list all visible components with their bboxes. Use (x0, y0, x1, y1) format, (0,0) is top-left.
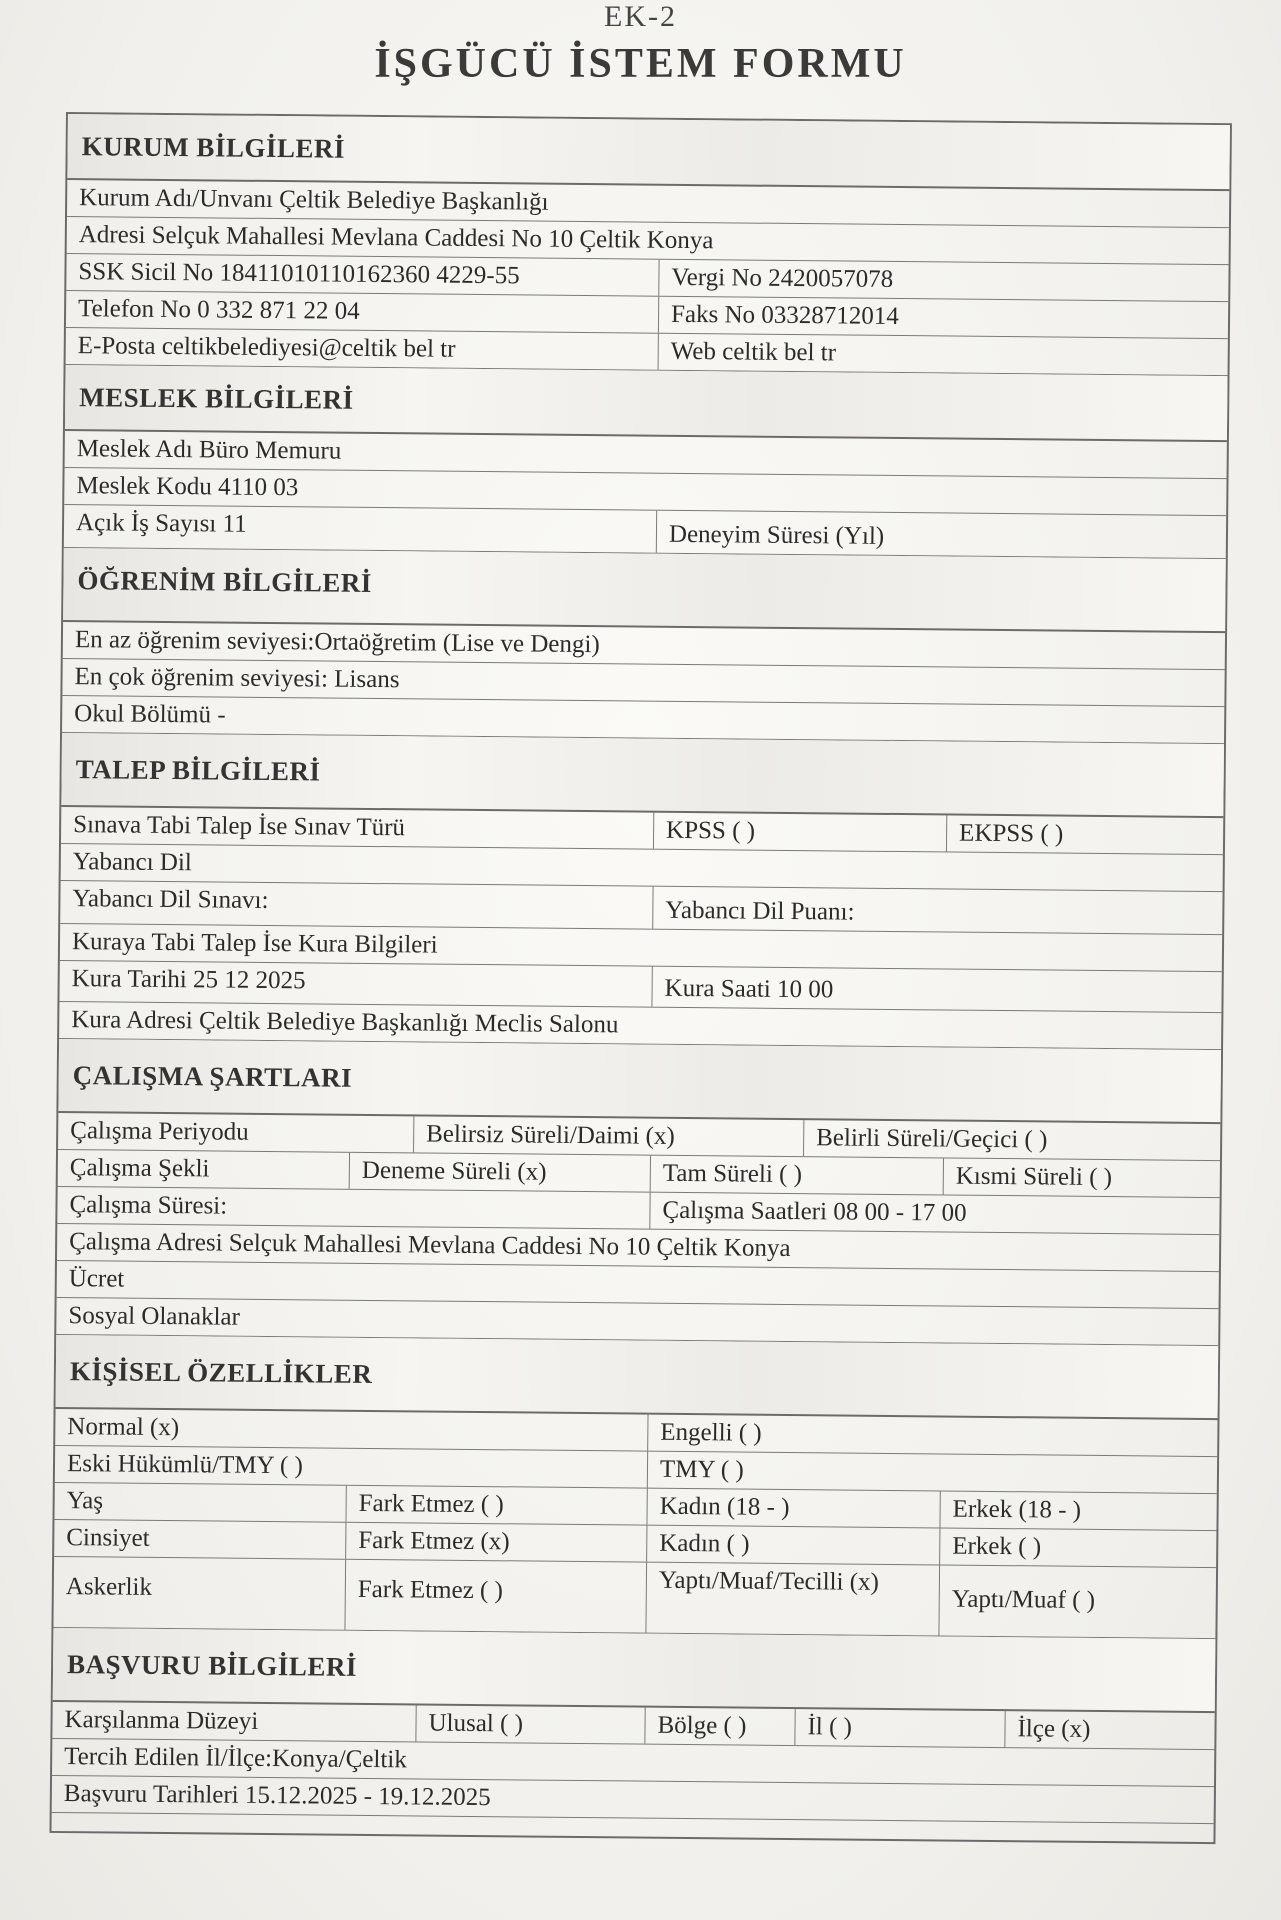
kismi-sureli: Kısmi Süreli ( ) (955, 1162, 1113, 1192)
cinsiyet-kadin: Kadın ( ) (647, 1526, 940, 1565)
kura-saati: Kura Saati 10 00 (664, 974, 834, 1004)
ulusal-option: Ulusal ( ) (416, 1705, 645, 1743)
kura-bilgileri: Kuraya Tabi Talep İse Kura Bilgileri (71, 928, 438, 959)
engelli-option: Engelli ( ) (660, 1418, 762, 1447)
yas-fark-etmez: Fark Etmez ( ) (346, 1486, 647, 1525)
yas-kadin: Kadın (18 - ) (647, 1489, 940, 1528)
kura-adresi: Kura Adresi Çeltik Belediye Başkanlığı Meclis Salonu (71, 1006, 619, 1039)
en-az-ogrenim: En az öğrenim seviyesi:Ortaöğretim (Lise ve Dengi) (74, 626, 600, 659)
yabanci-dil-puani: Yabancı Dil Puanı: (665, 896, 855, 926)
cinsiyet-label: Cinsiyet (54, 1520, 346, 1559)
acik-is-sayisi: Açık İş Sayısı 11 (64, 505, 657, 553)
form-title: İŞGÜCÜ İSTEM FORMU (374, 41, 907, 87)
section-talep: TALEP BİLGİLERİ (61, 733, 1224, 818)
vergi-no: Vergi No 2420057078 (671, 263, 894, 293)
yas-erkek: Erkek (18 - ) (952, 1495, 1082, 1524)
section-kisisel: KİŞİSEL ÖZELLİKLER (56, 1335, 1219, 1420)
basvuru-tarihleri: Başvuru Tarihleri 15.12.2025 - 19.12.2025 (63, 1780, 491, 1812)
askerlik-yapti-tecilli: Yaptı/Muaf/Tecilli (x) (646, 1563, 940, 1636)
section-basvuru: BAŞVURU BİLGİLERİ (53, 1628, 1216, 1713)
ilce-option: İlçe (x) (1017, 1715, 1091, 1743)
il-option: İl ( ) (795, 1709, 1005, 1747)
e-posta: E-Posta celtikbelediyesi@celtik bel tr (66, 328, 659, 370)
faks-no: Faks No 03328712014 (670, 300, 900, 331)
kurum-adres: Adresi Selçuk Mahallesi Mevlana Caddesi No 10 Çeltik Konya (78, 221, 714, 255)
cinsiyet-erkek: Erkek ( ) (952, 1532, 1042, 1561)
calisma-saatleri: Çalışma Saatleri 08 00 - 17 00 (662, 1196, 967, 1227)
bolge-option: Bölge ( ) (645, 1708, 795, 1745)
web: Web celtik bel tr (670, 337, 837, 367)
form-table (49, 112, 1231, 1844)
calisma-adresi: Çalışma Adresi Selçuk Mahallesi Mevlana Caddesi No 10 Çeltik Konya (69, 1228, 791, 1263)
kpss-option: KPSS ( ) (654, 813, 947, 852)
section-meslek: MESLEK BİLGİLERİ (65, 365, 1228, 442)
karsilanma-duzeyi: Karşılanma Düzeyi (52, 1702, 416, 1741)
yas-label: Yaş (54, 1483, 346, 1522)
yabanci-dil: Yabancı Dil (72, 848, 192, 877)
section-kurum: KURUM BİLGİLERİ (67, 114, 1230, 191)
tmy-option: TMY ( ) (659, 1455, 744, 1484)
meslek-kodu: Meslek Kodu 4110 03 (76, 472, 299, 502)
section-calisma: ÇALIŞMA ŞARTLARI (58, 1039, 1221, 1124)
section-ogrenim: ÖĞRENİM BİLGİLERİ (63, 548, 1226, 633)
sinav-turu: Sınava Tabi Talep İse Sınav Türü (61, 807, 654, 849)
sosyal-olanaklar: Sosyal Olanaklar (68, 1302, 241, 1331)
askerlik-fark-etmez: Fark Etmez ( ) (345, 1560, 647, 1633)
calisma-suresi: Çalışma Süresi: (57, 1187, 650, 1229)
tercih-il-ilce: Tercih Edilen İl/İlçe:Konya/Çeltik (64, 1743, 407, 1774)
calisma-periyodu-label: Çalışma Periyodu (58, 1113, 414, 1152)
telefon-no: Telefon No 0 332 871 22 04 (66, 291, 659, 333)
cinsiyet-fark-etmez: Fark Etmez (x) (346, 1523, 647, 1562)
belirsiz-sureli: Belirsiz Süreli/Daimi (x) (414, 1116, 804, 1156)
ssk-sicil: SSK Sicil No 18411010110162360 4229-55 (66, 254, 659, 296)
tam-sureli: Tam Süreli ( ) (651, 1156, 944, 1195)
ucret: Ücret (68, 1265, 125, 1293)
kurum-adi: Kurum Adı/Unvanı Çeltik Belediye Başkanlığı (79, 184, 549, 216)
meslek-adi: Meslek Adı Büro Memuru (76, 435, 342, 465)
ekpss-option: EKPSS ( ) (958, 819, 1064, 848)
askerlik-yapti-muaf: Yaptı/Muaf ( ) (951, 1585, 1096, 1614)
deneyim-suresi: Deneyim Süresi (Yıl) (668, 520, 885, 550)
askerlik-label: Askerlik (53, 1557, 346, 1630)
normal-option: Normal (x) (55, 1409, 648, 1451)
okul-bolumu: Okul Bölümü - (74, 700, 226, 729)
eski-hukumlu-option: Eski Hükümlü/TMY ( ) (55, 1446, 648, 1488)
en-cok-ogrenim: En çok öğrenim seviyesi: Lisans (74, 663, 400, 694)
annex-label: EK-2 (604, 0, 677, 33)
calisma-sekli-label: Çalışma Şekli (58, 1150, 350, 1189)
belirli-sureli: Belirli Süreli/Geçici ( ) (816, 1124, 1048, 1154)
yabanci-dil-sinavi: Yabancı Dil Sınavı: (60, 881, 653, 929)
kura-tarihi: Kura Tarihi 25 12 2025 (59, 961, 652, 1007)
deneme-sureli: Deneme Süreli (x) (350, 1153, 651, 1192)
